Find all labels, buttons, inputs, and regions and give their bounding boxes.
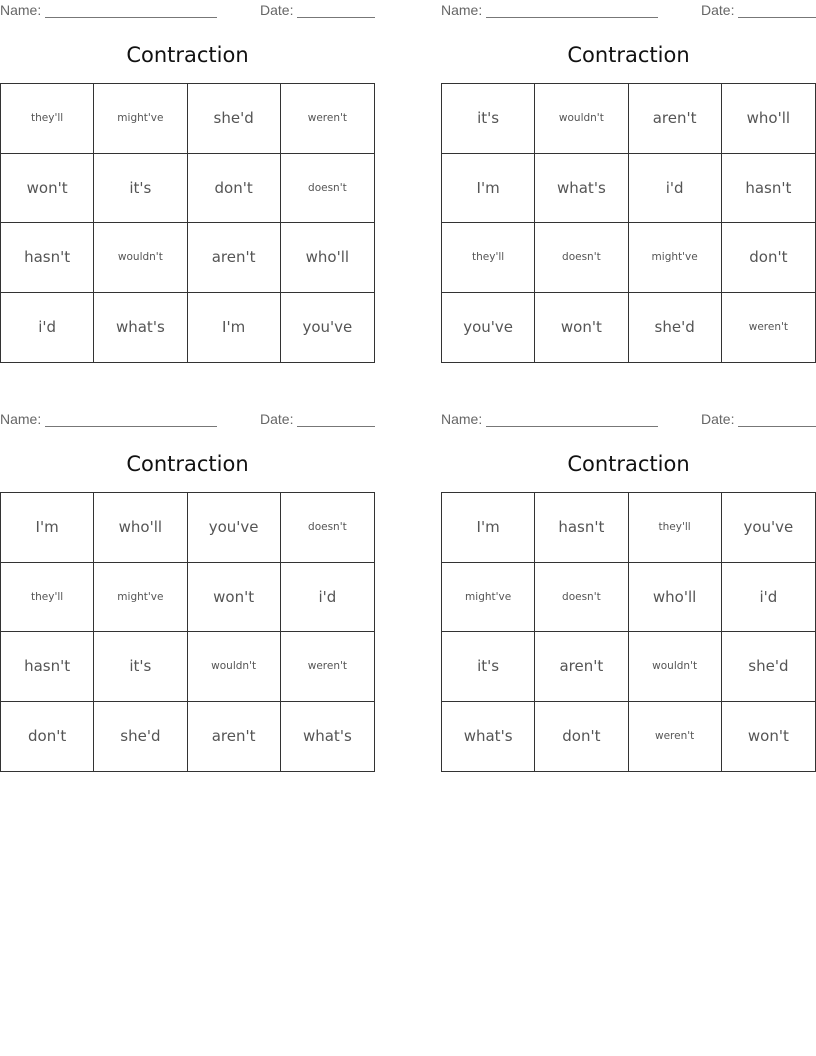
bingo-cell: aren't	[629, 84, 722, 154]
bingo-cell: aren't	[535, 632, 628, 702]
bingo-cell: they'll	[1, 84, 94, 154]
bingo-cell: who'll	[281, 223, 374, 293]
name-blank-line	[45, 426, 217, 427]
bingo-cell: she'd	[629, 293, 722, 363]
bingo-cell: might've	[629, 223, 722, 293]
bingo-cell: weren't	[748, 321, 788, 334]
name-blank-line	[486, 426, 658, 427]
bingo-cell: you've	[188, 493, 281, 563]
bingo-cell: wouldn't	[94, 223, 187, 293]
bingo-cell: won't	[747, 727, 789, 746]
bingo-cell: don't	[1, 702, 94, 772]
bingo-cell: they'll	[629, 493, 722, 563]
date-label: Date:	[260, 411, 294, 427]
bingo-cell: doesn't	[535, 223, 628, 293]
card-title: Contraction	[567, 452, 690, 476]
bingo-cell: what's	[302, 727, 352, 746]
bingo-cell: aren't	[188, 702, 281, 772]
bingo-cell: weren't	[281, 632, 374, 702]
bingo-cell: hasn't	[1, 223, 94, 293]
date-label: Date:	[701, 411, 735, 427]
bingo-cell: won't	[1, 154, 94, 224]
bingo-cell: hasn't	[535, 493, 628, 563]
bingo-cell: she'd	[188, 84, 281, 154]
date-label: Date:	[260, 2, 294, 18]
bingo-cell: it's	[94, 154, 187, 224]
card-title: Contraction	[126, 452, 249, 476]
bingo-cell: she'd	[722, 632, 815, 702]
date-blank-line	[738, 17, 816, 18]
bingo-grid	[441, 492, 816, 772]
bingo-cell: who'll	[94, 493, 187, 563]
bingo-cell: hasn't	[1, 632, 94, 702]
name-label: Name:	[0, 411, 42, 427]
bingo-cell: doesn't	[535, 563, 628, 633]
bingo-grid	[0, 492, 375, 772]
bingo-cell: I'm	[1, 493, 94, 563]
bingo-cell: wouldn't	[188, 632, 281, 702]
bingo-cell: i'd	[629, 154, 722, 224]
bingo-cell: wouldn't	[535, 84, 628, 154]
bingo-cell: won't	[535, 293, 628, 363]
bingo-cell: I'm	[442, 154, 535, 224]
bingo-cell: what's	[94, 293, 187, 363]
bingo-cell: you've	[722, 493, 815, 563]
bingo-cell: i'd	[1, 293, 94, 363]
bingo-cell: might've	[94, 84, 187, 154]
bingo-cell: doesn't	[281, 154, 374, 224]
bingo-cell: what's	[442, 702, 535, 772]
bingo-cell: don't	[535, 702, 628, 772]
bingo-cell: who'll	[629, 563, 722, 633]
bingo-cell: she'd	[94, 702, 187, 772]
bingo-cell: you've	[442, 293, 535, 363]
name-label: Name:	[441, 2, 483, 18]
name-label: Name:	[441, 411, 483, 427]
bingo-cell: i'd	[722, 563, 815, 633]
bingo-grid	[441, 83, 816, 363]
card-header	[441, 2, 816, 20]
bingo-card-2	[441, 0, 816, 370]
bingo-cell: doesn't	[281, 493, 374, 563]
card-header	[0, 411, 375, 429]
card-title: Contraction	[126, 43, 249, 67]
bingo-cell: it's	[442, 84, 535, 154]
name-blank-line	[486, 17, 658, 18]
bingo-cell: who'll	[722, 84, 815, 154]
bingo-cell: weren't	[281, 84, 374, 154]
bingo-card-1	[0, 0, 375, 370]
name-blank-line	[45, 17, 217, 18]
bingo-cell: they'll	[442, 223, 535, 293]
bingo-cell: weren't	[629, 702, 722, 772]
bingo-cell: it's	[442, 632, 535, 702]
bingo-cell: might've	[94, 563, 187, 633]
bingo-cell: I'm	[188, 293, 281, 363]
bingo-cell: wouldn't	[629, 632, 722, 702]
bingo-cell: what's	[535, 154, 628, 224]
date-blank-line	[297, 17, 375, 18]
bingo-cell: won't	[188, 563, 281, 633]
bingo-cell: don't	[188, 154, 281, 224]
card-header	[0, 2, 375, 20]
bingo-cell: might've	[442, 563, 535, 633]
date-blank-line	[297, 426, 375, 427]
bingo-card-4	[441, 409, 816, 779]
bingo-cell: it's	[94, 632, 187, 702]
bingo-cell: aren't	[188, 223, 281, 293]
bingo-cell: i'd	[281, 563, 374, 633]
bingo-cell: you've	[302, 318, 353, 337]
bingo-grid	[0, 83, 375, 363]
card-header	[441, 411, 816, 429]
card-title: Contraction	[567, 43, 690, 67]
name-label: Name:	[0, 2, 42, 18]
bingo-cell: hasn't	[722, 154, 815, 224]
date-blank-line	[738, 426, 816, 427]
bingo-cell: they'll	[1, 563, 94, 633]
bingo-card-3	[0, 409, 375, 779]
bingo-cell: don't	[722, 223, 815, 293]
bingo-cell: I'm	[442, 493, 535, 563]
date-label: Date:	[701, 2, 735, 18]
